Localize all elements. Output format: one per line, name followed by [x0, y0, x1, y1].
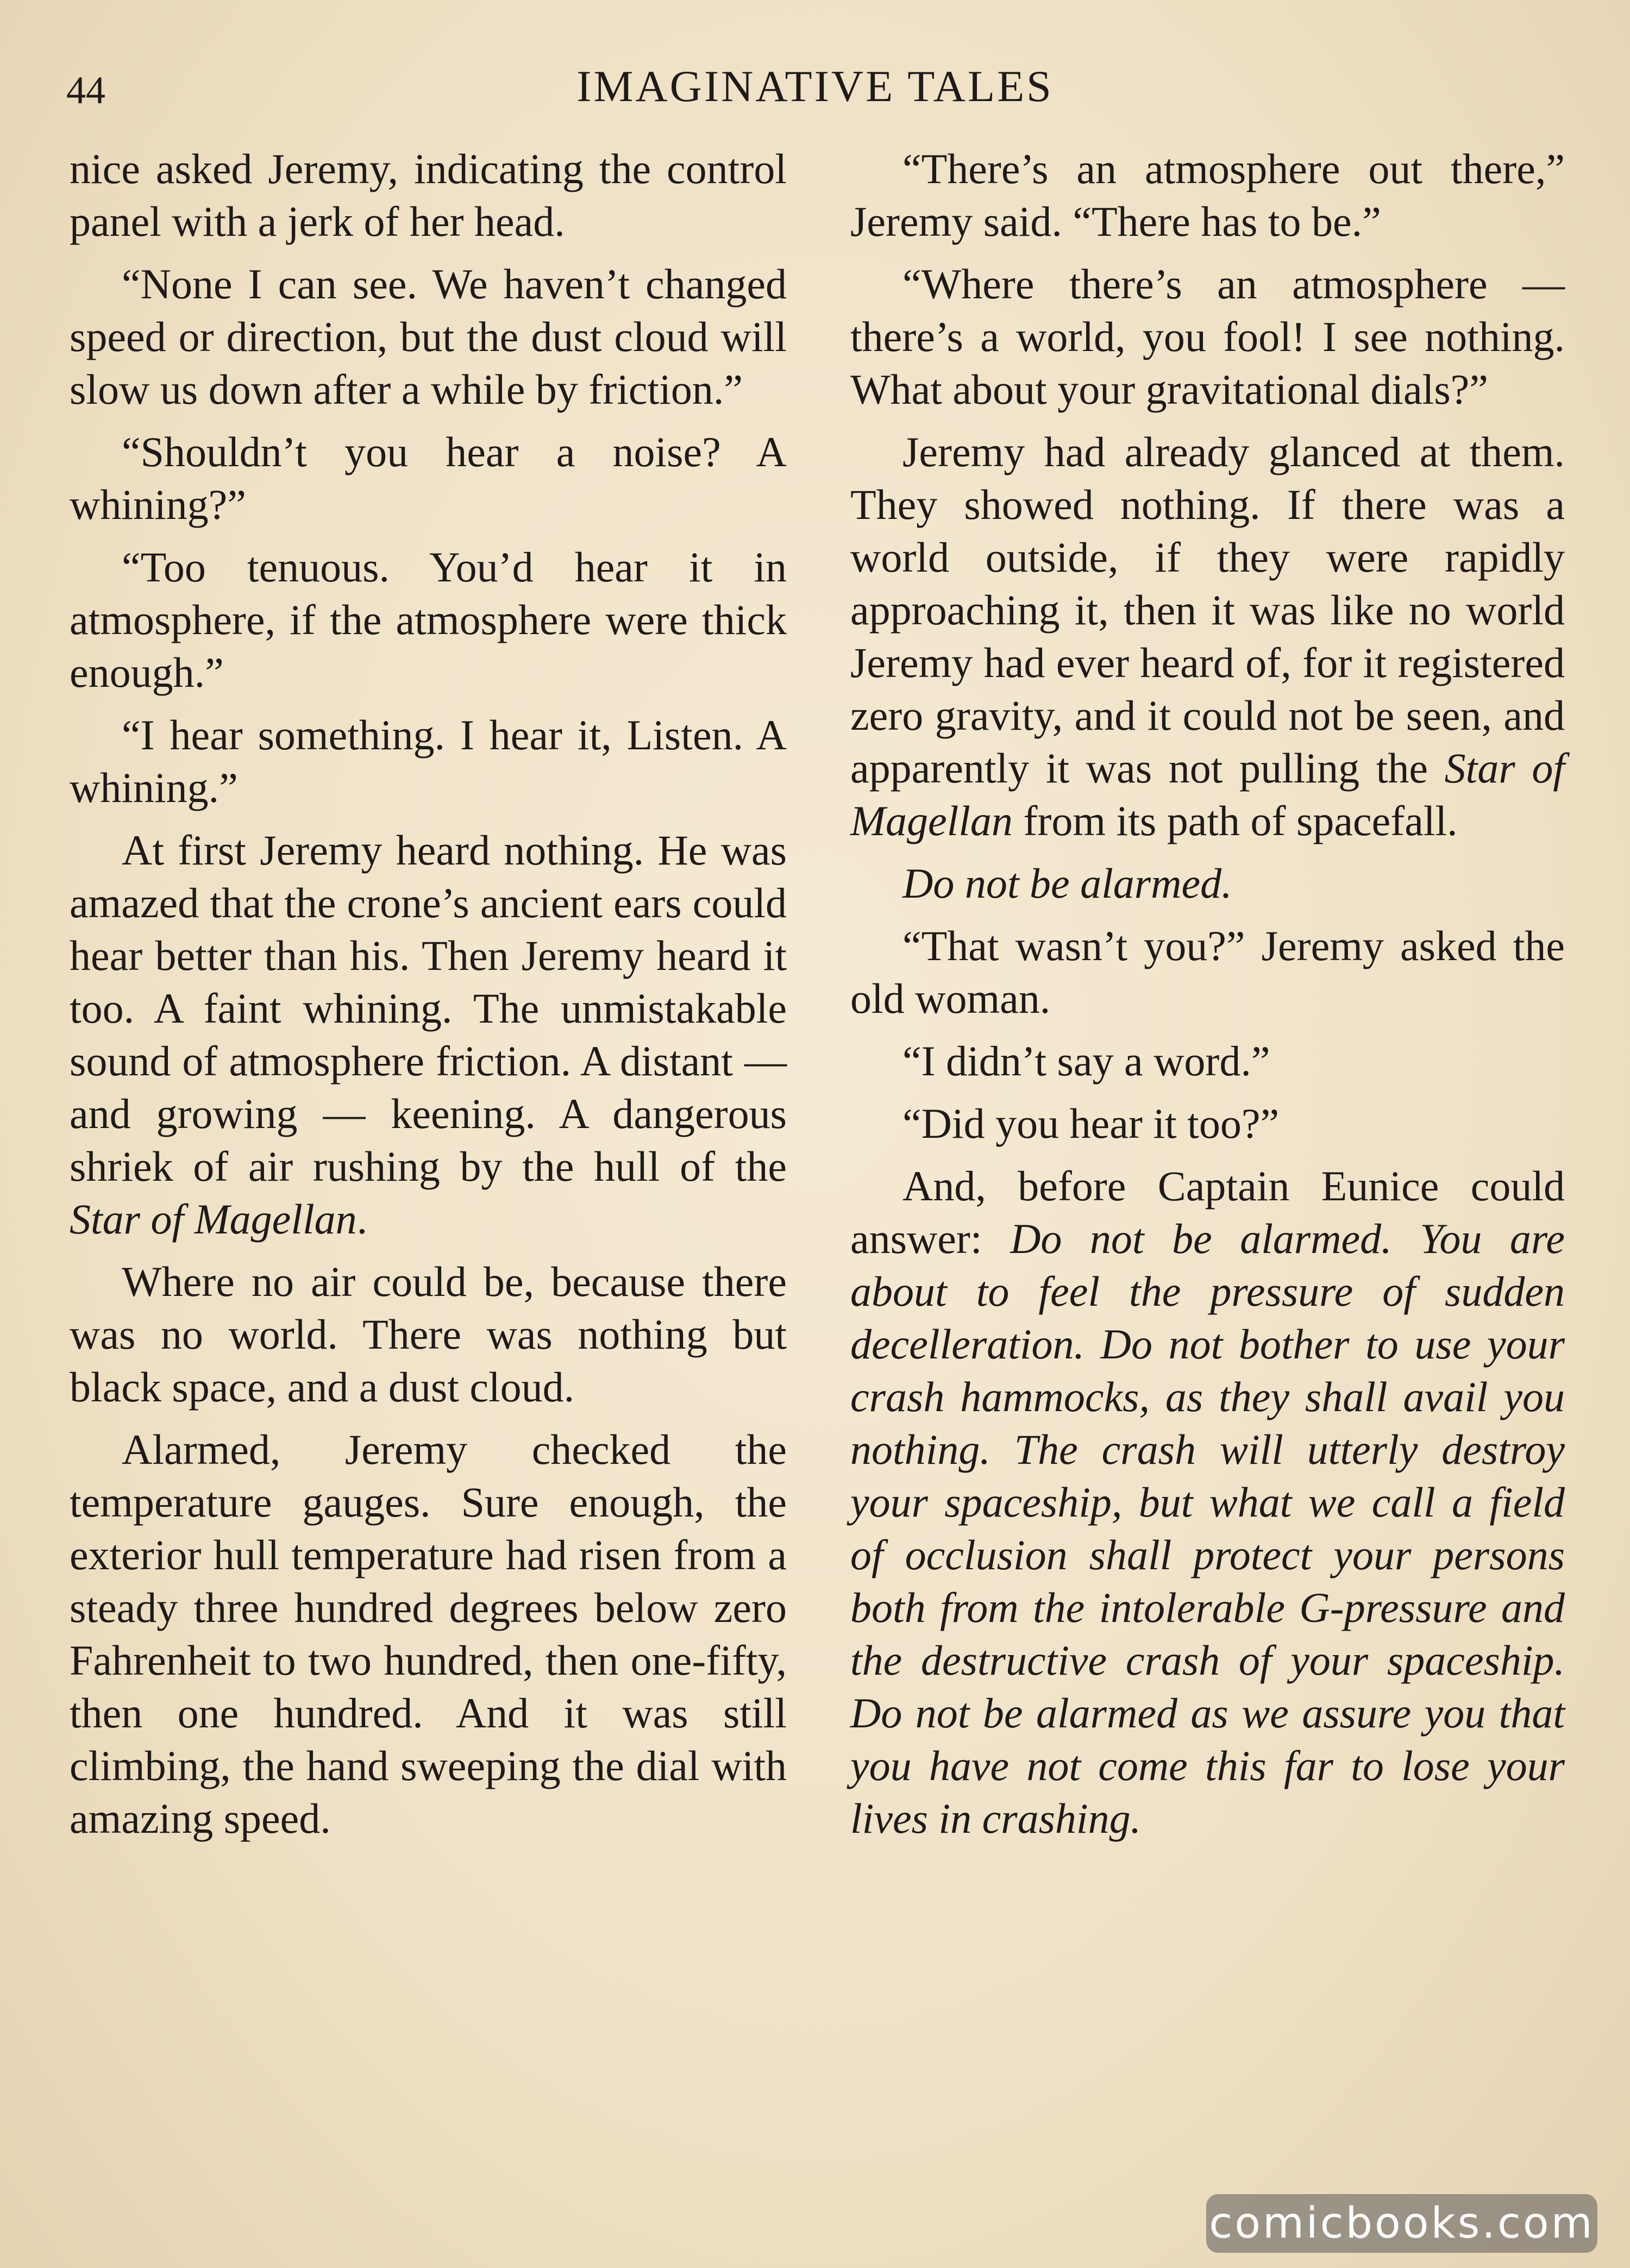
left-column	[70, 142, 787, 1855]
paragraph-text: Jeremy had already glanced at them. They showed nothing. If there was a world outside, if they were rapidly approaching it, then it was like no world Jeremy had ever heard of, for it registered zero gravity, and it could not be seen, and apparently it was not pulling the	[850, 428, 1565, 792]
italic-text: Star of Magellan	[850, 744, 1565, 844]
paragraph-text: “That wasn’t you?” Jeremy asked the old woman.	[850, 922, 1565, 1022]
paragraph	[850, 919, 1565, 1025]
paragraph-text: At first Jeremy heard nothing. He was amazed that the crone’s ancient ears could hear better than his. Then Jeremy heard it too. A faint whining. The unmistakable sound of atmosphere friction. A distant — and growing — keening. A dangerous shriek of air rushing by the hull of the	[70, 826, 787, 1190]
running-title: IMAGINATIVE TALES	[576, 61, 1054, 111]
paragraph-text: “Did you hear it too?”	[902, 1100, 1280, 1147]
italic-text: Do not be alarmed. You are about to feel the pressure of sudden decelleration. Do not bother to use your crash hammocks, as they shall avail you nothing. The crash will utterly destroy your spaceship, but what we call a field of occlusion shall protect your persons both from the intolerable G-pressure and the destructive crash of your spaceship. Do not be alarmed as we assure you that you have not come this far to lose your lives in crashing.	[850, 1215, 1565, 1842]
paragraph	[850, 258, 1565, 416]
paragraph	[70, 258, 787, 416]
paragraph	[850, 1160, 1565, 1845]
page-number: 44	[66, 68, 105, 112]
paragraph	[850, 1097, 1565, 1150]
paragraph-text: “I hear something. I hear it, Listen. A whining.”	[70, 711, 787, 811]
paragraph-text: “I didn’t say a word.”	[902, 1037, 1270, 1085]
paragraph-text: “None I can see. We haven’t changed speed or direction, but the dust cloud will slow us down after a while by friction.”	[70, 260, 787, 413]
paragraph	[850, 142, 1565, 248]
paragraph-text: “There’s an atmosphere out there,” Jeremy said. “There has to be.”	[850, 145, 1565, 245]
paragraph	[70, 425, 787, 531]
paragraph-text: “Where there’s an atmosphere —there’s a world, you fool! I see nothing. What about your gravitational dials?”	[850, 260, 1565, 413]
right-column	[850, 142, 1565, 1855]
paragraph-text: Alarmed, Jeremy checked the temperature gauges. Sure enough, the exterior hull temperature had risen from a steady three hundred degrees below zero Fahrenheit to two hundred, then one-fifty, then one hundred. And it was still climbing, the hand sweeping the dial with amazing speed.	[70, 1426, 787, 1842]
paragraph-text: “Shouldn’t you hear a noise? A whining?”	[70, 428, 787, 528]
paragraph	[70, 541, 787, 699]
paragraph	[850, 857, 1565, 910]
italic-text: Star of Magellan	[70, 1195, 357, 1243]
paragraph-text: nice asked Jeremy, indicating the control panel with a jerk of her head.	[70, 145, 787, 245]
paragraph	[70, 1255, 787, 1413]
paragraph	[850, 1035, 1565, 1087]
paragraph	[70, 709, 787, 814]
paragraph	[70, 1423, 787, 1845]
paragraph-text: Where no air could be, because there was no world. There was nothing but black space, and a dust cloud.	[70, 1258, 787, 1411]
paragraph-tail: from its path of spacefall.	[1012, 797, 1458, 844]
paragraph	[850, 425, 1565, 847]
paragraph-text: “Too tenuous. You’d hear it in atmosphere, if the atmosphere were thick enough.”	[70, 543, 787, 696]
watermark-badge: comicbooks.com	[1206, 2194, 1597, 2253]
paragraph	[70, 824, 787, 1245]
paragraph-tail: .	[356, 1195, 368, 1243]
paragraph-text: Do not be alarmed.	[902, 860, 1232, 907]
paragraph-text: And, before Captain Eunice could answer:	[850, 1162, 1565, 1262]
paragraph	[70, 142, 787, 248]
